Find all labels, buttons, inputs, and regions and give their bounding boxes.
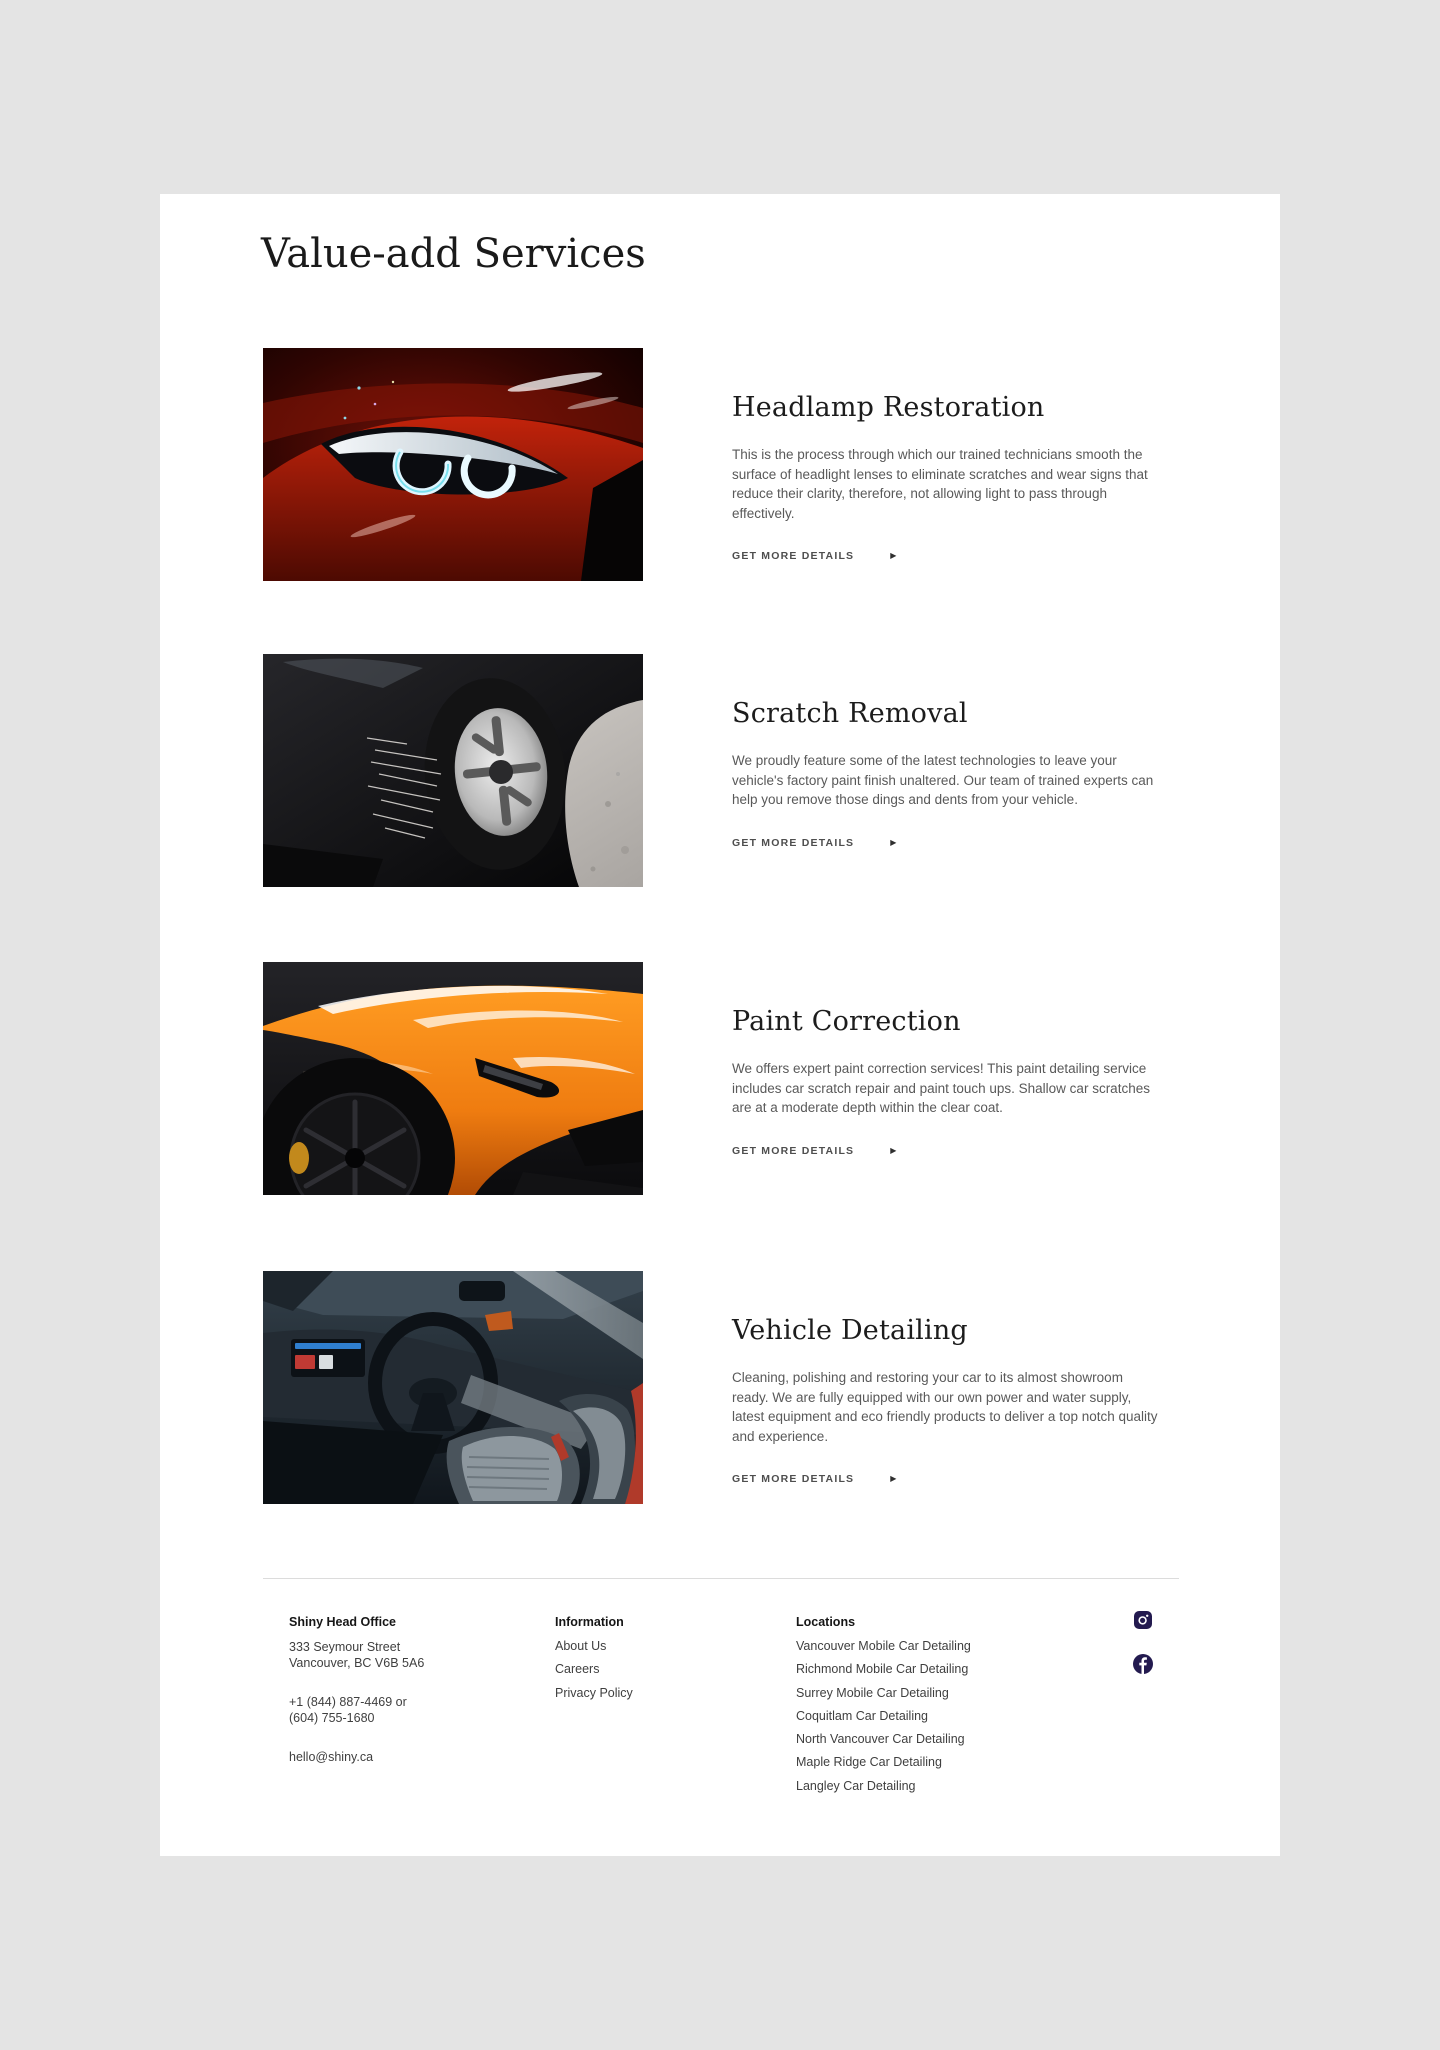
phone-line: +1 (844) 887-4469 or bbox=[289, 1695, 407, 1709]
phone-line: (604) 755-1680 bbox=[289, 1711, 375, 1725]
footer-office-heading: Shiny Head Office bbox=[289, 1615, 396, 1629]
service-text-block bbox=[732, 698, 1160, 849]
instagram-icon[interactable] bbox=[1133, 1610, 1153, 1630]
footer-office-column bbox=[289, 1615, 424, 1765]
footer-link-richmond[interactable]: Richmond Mobile Car Detailing bbox=[796, 1662, 969, 1677]
arrow-right-icon: ▶ bbox=[890, 551, 897, 560]
get-more-details-label: GET MORE DETAILS bbox=[732, 1473, 855, 1485]
service-text-block bbox=[732, 392, 1160, 562]
office-email[interactable]: hello@shiny.ca bbox=[289, 1750, 374, 1764]
content-card bbox=[160, 194, 1280, 1856]
get-more-details-link[interactable] bbox=[732, 1473, 896, 1485]
arrow-right-icon: ▶ bbox=[890, 1145, 897, 1155]
get-more-details-link[interactable] bbox=[732, 1145, 896, 1157]
footer-information-column bbox=[555, 1615, 633, 1709]
footer-link-langley[interactable]: Langley Car Detailing bbox=[796, 1778, 916, 1793]
get-more-details-label: GET MORE DETAILS bbox=[732, 550, 855, 562]
headlamp-restoration-image bbox=[263, 348, 643, 581]
address-line: Vancouver, BC V6B 5A6 bbox=[289, 1656, 425, 1670]
footer-link-maple-ridge[interactable]: Maple Ridge Car Detailing bbox=[796, 1755, 942, 1770]
arrow-right-icon: ▶ bbox=[890, 1474, 897, 1483]
get-more-details-link[interactable] bbox=[732, 837, 896, 849]
footer-link-vancouver[interactable]: Vancouver Mobile Car Detailing bbox=[796, 1639, 971, 1653]
footer-information-heading: Information bbox=[555, 1615, 624, 1629]
get-more-details-link[interactable] bbox=[732, 550, 896, 562]
footer-link-careers[interactable]: Careers bbox=[555, 1662, 600, 1677]
service-description: Cleaning, polishing and restoring your car to its almost showroom ready. We are fully equipped with our own power and water supply, latest equipment and eco friendly products to deliver a top notch quality and experience. bbox=[732, 1370, 1158, 1444]
service-section-headlamp-restoration bbox=[263, 348, 1179, 584]
service-title: Headlamp Restoration bbox=[732, 392, 1045, 423]
footer-locations-column bbox=[796, 1615, 971, 1802]
footer-link-coquitlam[interactable]: Coquitlam Car Detailing bbox=[796, 1708, 929, 1723]
get-more-details-label: GET MORE DETAILS bbox=[732, 1144, 855, 1157]
service-title: Paint Correction bbox=[732, 1006, 961, 1037]
footer-link-privacy-policy[interactable]: Privacy Policy bbox=[555, 1685, 633, 1700]
service-title: Vehicle Detailing bbox=[732, 1315, 968, 1346]
get-more-details-label: GET MORE DETAILS bbox=[732, 836, 855, 849]
service-text-block bbox=[732, 1006, 1160, 1157]
service-section-paint-correction bbox=[263, 962, 1179, 1198]
scratch-removal-image bbox=[263, 654, 643, 887]
service-description: We proudly feature some of the latest technologies to leave your vehicle's factory paint finish unaltered. Our team of trained experts can help you remove those dings and dents from your vehicle. bbox=[732, 753, 1154, 807]
office-phone[interactable] bbox=[289, 1694, 424, 1726]
service-title: Scratch Removal bbox=[732, 698, 968, 729]
footer-locations-heading: Locations bbox=[796, 1615, 856, 1629]
page-title: Value-add Services bbox=[261, 231, 646, 277]
facebook-icon[interactable] bbox=[1133, 1654, 1153, 1674]
paint-correction-image bbox=[263, 962, 643, 1195]
footer-link-surrey[interactable]: Surrey Mobile Car Detailing bbox=[796, 1685, 949, 1700]
service-section-scratch-removal bbox=[263, 654, 1179, 890]
office-address bbox=[289, 1639, 424, 1671]
vehicle-detailing-image bbox=[263, 1271, 643, 1504]
address-line: 333 Seymour Street bbox=[289, 1640, 401, 1654]
service-text-block bbox=[732, 1315, 1160, 1485]
footer-social-links bbox=[1133, 1610, 1153, 1674]
footer-divider bbox=[263, 1578, 1179, 1579]
arrow-right-icon: ▶ bbox=[890, 837, 897, 847]
footer-link-about-us[interactable]: About Us bbox=[555, 1639, 607, 1653]
footer-link-north-vancouver[interactable]: North Vancouver Car Detailing bbox=[796, 1732, 965, 1747]
service-description: This is the process through which our trained technicians smooth the surface of headlight lenses to eliminate scratches and wear signs that reduce their clarity, therefore, not allowing light to pass through effectively. bbox=[732, 447, 1148, 521]
service-description: We offers expert paint correction services! This paint detailing service includes car scratch repair and paint touch ups. Shallow car scratches are at a moderate depth within the clear coat. bbox=[732, 1061, 1150, 1115]
service-section-vehicle-detailing bbox=[263, 1271, 1179, 1507]
